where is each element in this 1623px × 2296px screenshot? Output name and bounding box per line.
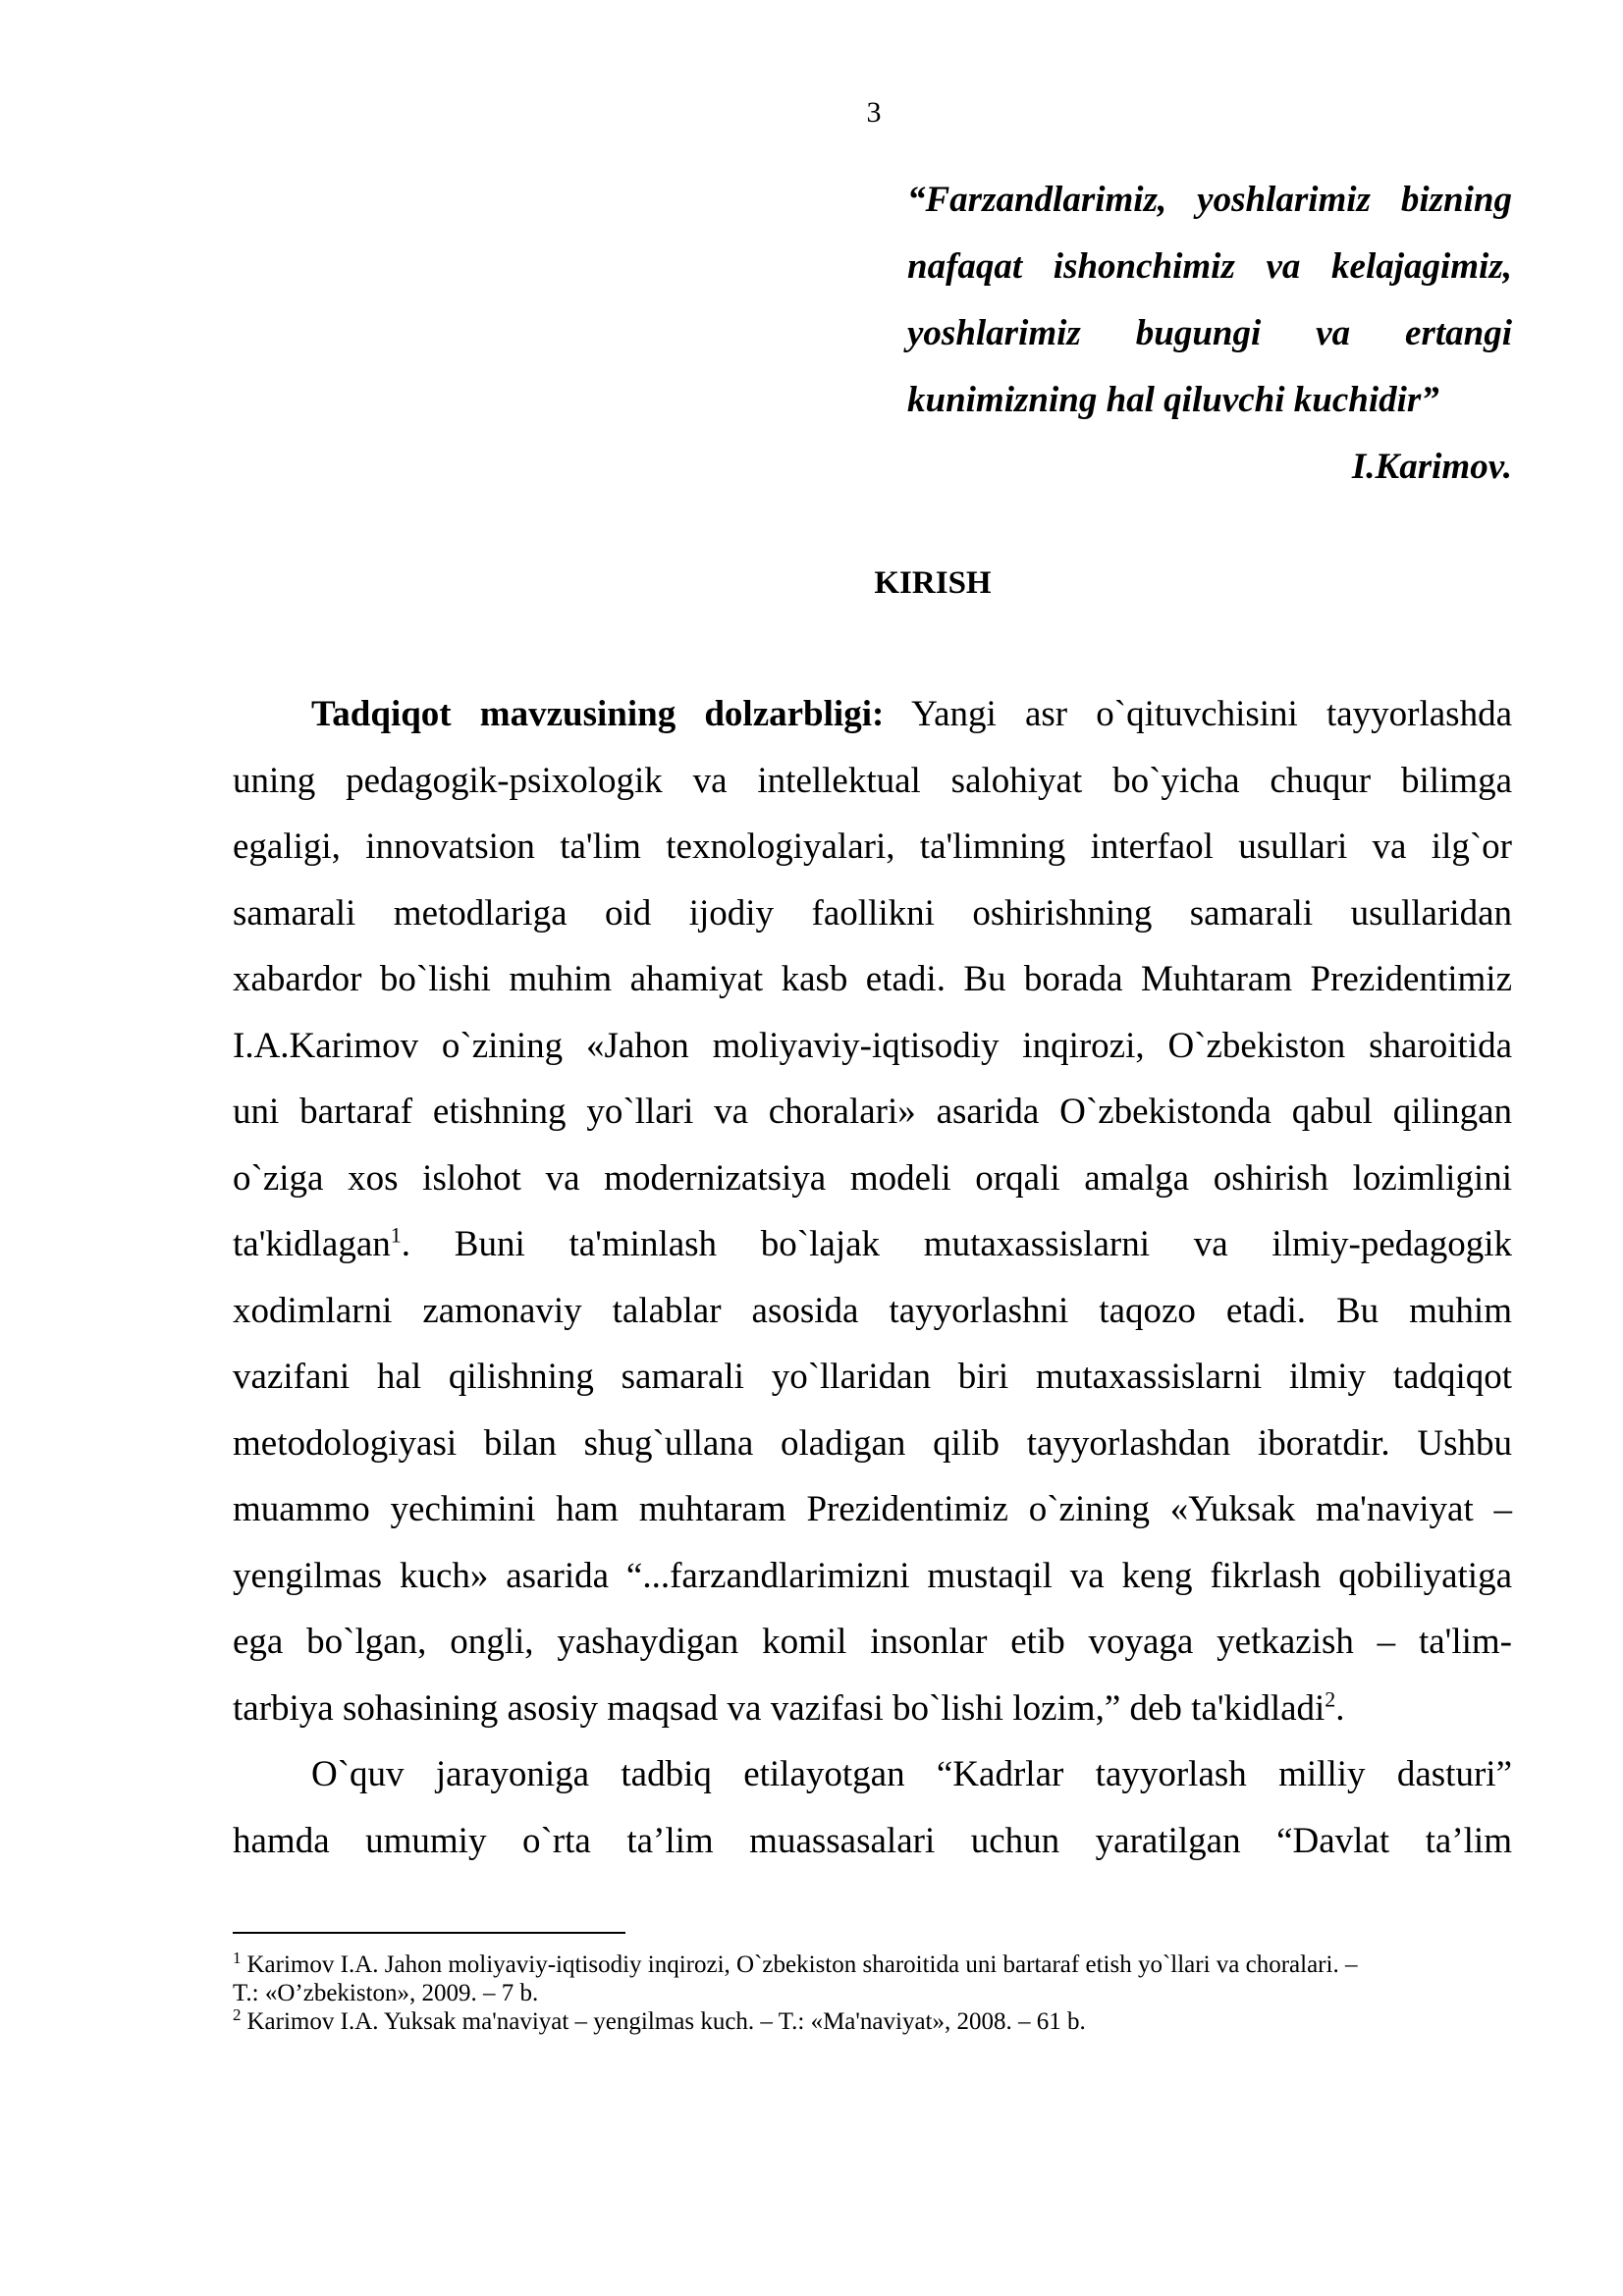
paragraph-line [233,1676,1512,1742]
footnote-line: T.: «O’zbekiston», 2009. – 7 b. [233,1980,539,2006]
paragraph-text: tarbiya sohasining asosiy maqsad va vazifasi bo`lishi lozim,” deb ta'kidladi [233,1687,1325,1729]
paragraph-text: ta'kidlagan [233,1224,391,1264]
paragraph-text: Yangi asr o`qituvchisini tayyorlashda [884,694,1513,734]
paragraph-line: egaligi, innovatsion ta'lim texnologiyalari, ta'limning interfaol usullari va ilg`or [233,827,1512,867]
paragraph-line: xodimlarni zamonaviy talablar asosida tayyorlashni taqozo etadi. Bu muhim [233,1290,1512,1331]
epigraph-line: yoshlarimiz bugungi va ertangi [907,313,1512,353]
footnote-ref[interactable]: 2 [1325,1686,1336,1712]
epigraph-line: “Farzandlarimiz, yoshlarimiz bizning [907,180,1512,220]
paragraph-line: hamda umumiy o`rta ta’lim muassasalari uchun yaratilgan “Davlat ta’lim [233,1820,1512,1861]
epigraph-author: I.Karimov. [1351,447,1512,487]
paragraph-text: . [1335,1687,1345,1729]
footnote-mark: 2 [233,2004,242,2024]
paragraph-line: uning pedagogik-psixologik va intellektual salohiyat bo`yicha chuqur bilimga [233,760,1512,801]
paragraph-line [233,681,1512,748]
footnote-line [233,2004,1512,2036]
paragraph-lead: Tadqiqot mavzusining dolzarbligi: [311,694,885,734]
footnote-ref[interactable]: 1 [390,1222,402,1248]
epigraph-line: nafaqat ishonchimiz va kelajagimiz, [907,246,1512,287]
footnote-text: Karimov I.A. Jahon moliyaviy-iqtisodiy inqirozi, O`zbekiston sharoitida uni bartaraf etish yo`llari va choralari. – [246,1951,1358,1978]
body-text [233,681,1512,1874]
footnote-separator [233,1932,625,1934]
epigraph-line: kunimizning hal qiluvchi kuchidir” [907,380,1439,420]
paragraph-text: . Buni ta'minlash bo`lajak mutaxassislarni va ilmiy-pedagogik [401,1224,1512,1264]
paragraph-line: samarali metodlariga oid ijodiy faollikni oshirishning samarali usullaridan [233,892,1512,934]
page-number: 3 [866,96,882,129]
paragraph-line: O`quv jarayoniga tadbiq etilayotgan “Kadrlar tayyorlash milliy dasturi” [311,1754,1512,1794]
footnote-line [233,1950,1512,1979]
paragraph-line: uni bartaraf etishning yo`llari va choralari» asarida O`zbekistonda qabul qilingan [233,1092,1512,1132]
footnotes [233,1950,1512,2036]
section-heading: KIRISH [874,565,992,601]
paragraph-line: yengilmas kuch» asarida “...farzandlarimizni mustaqil va keng fikrlash qobiliyatiga [233,1555,1512,1596]
paragraph-line: muammo yechimini ham muhtaram Prezidentimiz o`zining «Yuksak ma'naviyat – [233,1489,1512,1529]
paragraph-line: ega bo`lgan, ongli, yashaydigan komil insonlar etib voyaga yetkazish – ta'lim- [233,1622,1512,1662]
paragraph-line: metodologiyasi bilan shug`ullana oladigan qilib tayyorlashdan iboratdir. Ushbu [233,1422,1512,1464]
paragraph-line: vazifani hal qilishning samarali yo`llaridan biri mutaxassislarni ilmiy tadqiqot [233,1357,1512,1397]
paragraph-line: I.A.Karimov o`zining «Jahon moliyaviy-iqtisodiy inqirozi, O`zbekiston sharoitida [233,1025,1512,1066]
paragraph-line: o`ziga xos islohot va modernizatsiya modeli orqali amalga oshirish lozimligini [233,1157,1512,1199]
paragraph-line [233,1211,1512,1278]
footnote-text: Karimov I.A. Yuksak ma'naviyat – yengilmas kuch. – T.: «Ma'naviyat», 2008. – 61 b. [246,2008,1086,2035]
epigraph [907,167,1512,501]
paragraph-line: xabardor bo`lishi muhim ahamiyat kasb etadi. Bu borada Muhtaram Prezidentimiz [233,959,1512,999]
footnote-mark: 1 [233,1948,242,1967]
